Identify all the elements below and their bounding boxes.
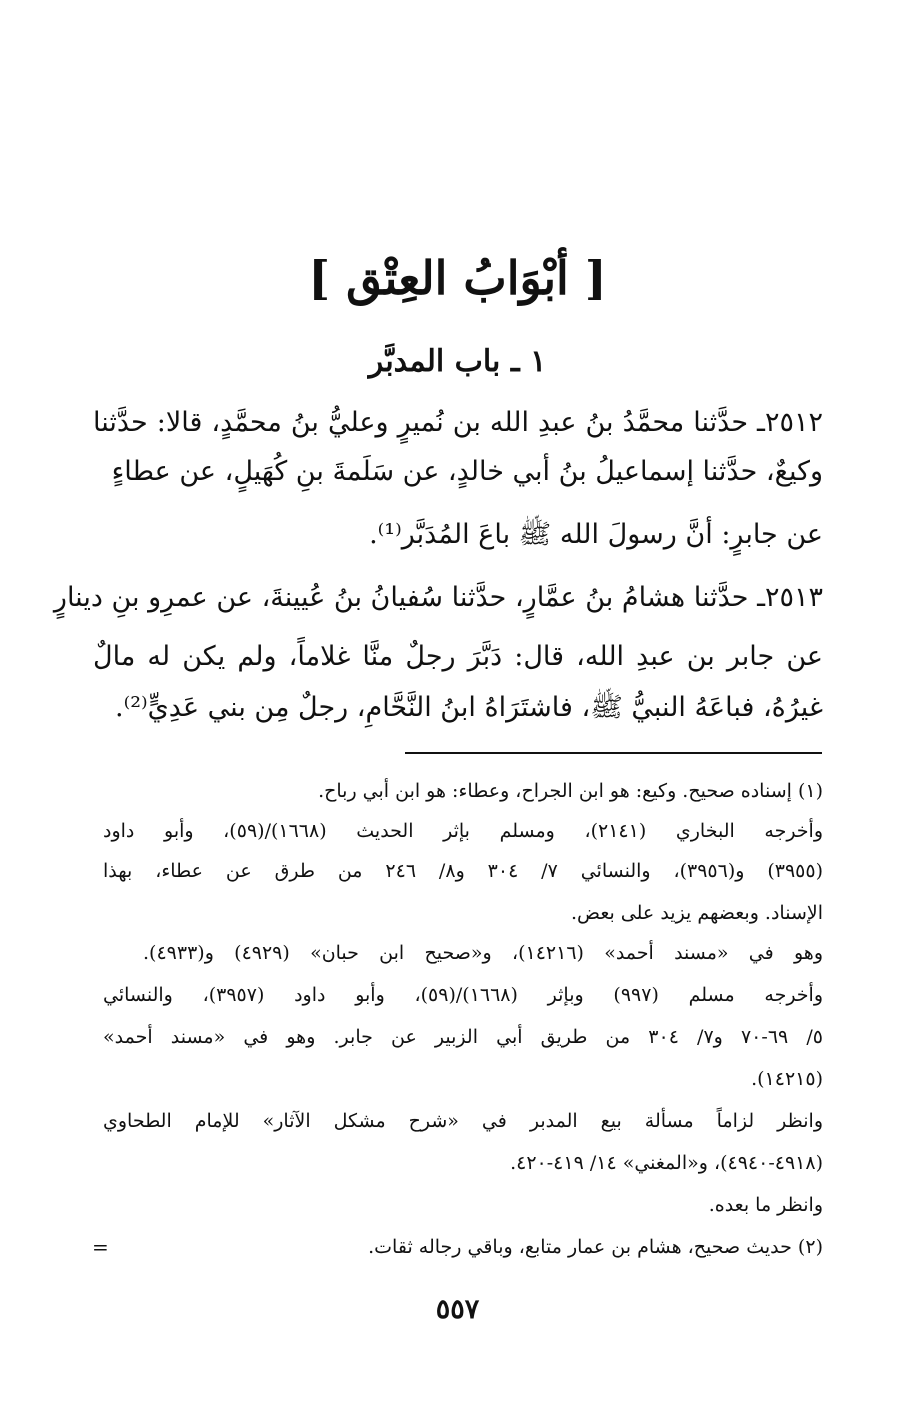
hadith-2512-line-2: وكيعٌ، حدَّثنا إسماعيلُ بنُ أبي خالدٍ، عن سَلَمةَ بنِ كُهَيلٍ، عن عطاءٍ xyxy=(111,456,823,487)
footnote-1-line-5: وهو في «مسند أحمد» (١٤٢١٦)، و«صحيح ابن حبان» (٤٩٢٩) و(٤٩٣٣). xyxy=(143,942,824,964)
chapter-title: ١ ـ باب المدبَّر xyxy=(368,344,547,379)
footnote-1-line-7: ٥/ ٦٩-٧٠ و٧/ ٣٠٤ من طريق أبي الزبير عن جابر. وهو في «مسند أحمد» xyxy=(103,1026,823,1048)
hadith-2513-line-2: عن جابر بن عبدِ الله، قال: دَبَّرَ رجلٌ منَّا غلاماً، ولم يكن له مالٌ xyxy=(93,641,823,672)
footnote-1-line-11: وانظر ما بعده. xyxy=(708,1194,823,1216)
page-number: ٥٥٧ xyxy=(435,1294,480,1325)
continuation-mark: = xyxy=(92,1235,109,1259)
section-heading: [ أبْوَابُ العِتْق ] xyxy=(308,251,607,305)
footnote-1-line-10: (٤٩١٨-٤٩٤٠)، و«المغني» ١٤/ ٤١٩-٤٢٠. xyxy=(510,1152,823,1174)
footnote-1-line-4: الإسناد. وبعضهم يزيد على بعض. xyxy=(571,902,823,924)
hadith-2512-line-3: عن جابرٍ: أنَّ رسولَ الله ﷺ باعَ المُدَبَّر⁽¹⁾. xyxy=(369,519,823,550)
hadith-2512-line-1: ٢٥١٢ـ حدَّثنا محمَّدُ بنُ عبدِ الله بن نُميرٍ وعليُّ بنُ محمَّدٍ، قالا: حدَّثنا xyxy=(93,407,823,438)
footnote-1-line-1: (١) إسناده صحيح. وكيع: هو ابن الجراح، وعطاء: هو ابن أبي رباح. xyxy=(318,780,823,802)
footnote-1-line-9: وانظر لزاماً مسألة بيع المدبر في «شرح مشكل الآثار» للإمام الطحاوي xyxy=(103,1110,823,1132)
footnote-1-line-8: (١٤٢١٥). xyxy=(751,1068,823,1090)
footnote-1-line-6: وأخرجه مسلم (٩٩٧) وبإثر (١٦٦٨)/(٥٩)، وأبو داود (٣٩٥٧)، والنسائي xyxy=(103,984,823,1006)
hadith-2513-line-1: ٢٥١٣ـ حدَّثنا هشامُ بنُ عمَّارٍ، حدَّثنا سُفيانُ بنُ عُيينةَ، عن عمرِو بنِ دينارٍ xyxy=(53,582,823,613)
footnote-separator xyxy=(405,752,822,754)
hadith-2513-line-3: غيرُهُ، فباعَهُ النبيُّ ﷺ، فاشتَرَاهُ ابنُ النَّحَّامِ، رجلٌ مِن بني عَدِيٍّ⁽²⁾. xyxy=(114,692,823,723)
footnote-1-line-2: وأخرجه البخاري (٢١٤١)، ومسلم بإثر الحديث (١٦٦٨)/(٥٩)، وأبو داود xyxy=(103,820,823,842)
footnote-2: (٢) حديث صحيح، هشام بن عمار متابع، وباقي رجاله ثقات. xyxy=(368,1236,823,1258)
footnote-1-line-3: (٣٩٥٥) و(٣٩٥٦)، والنسائي ٧/ ٣٠٤ و٨/ ٢٤٦ من طرق عن عطاء، بهذا xyxy=(103,860,824,882)
